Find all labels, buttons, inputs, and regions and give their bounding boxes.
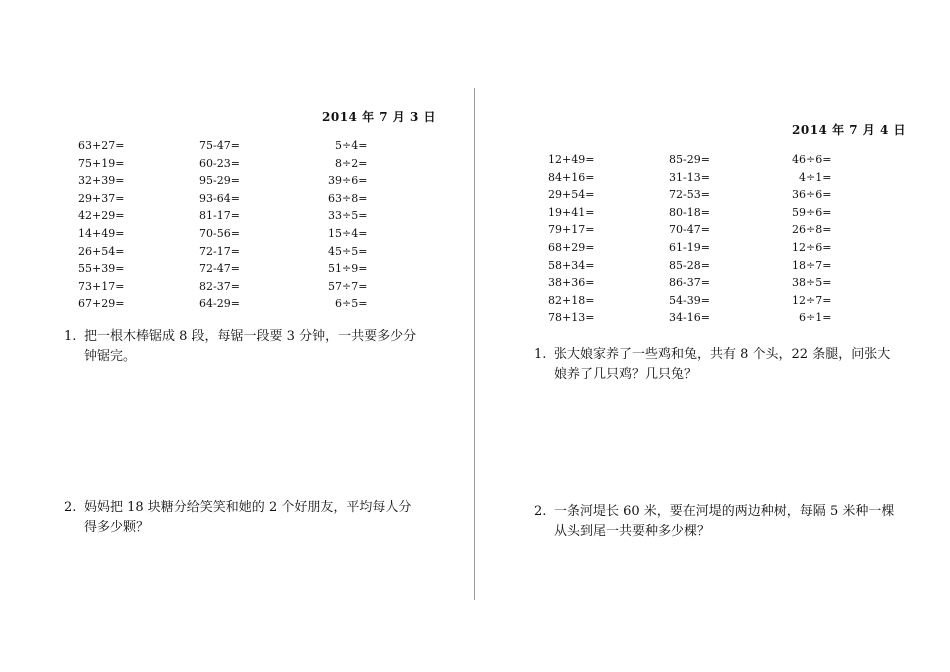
- left-date: 2014 年 7 月 3 日: [322, 110, 436, 124]
- exercise: 12÷6=: [792, 240, 832, 254]
- problem-line: 妈妈把 18 块糖分给笑笑和她的 2 个好朋友，平均每人分: [84, 500, 412, 515]
- exercise: 38+36=: [548, 276, 595, 290]
- exercise: 4÷1=: [799, 170, 832, 184]
- left-division-column: [328, 137, 367, 313]
- left-subtraction-column: [199, 137, 240, 313]
- right-addition-column: [548, 151, 594, 327]
- problem-line: 张大娘家养了一些鸡和兔，共有 8 个头，22 条腿，问张大: [554, 347, 891, 362]
- exercise: 29+54=: [548, 188, 595, 202]
- exercise: 5÷4=: [335, 139, 368, 152]
- exercise: 85-29=: [669, 153, 710, 166]
- exercise: 93-64=: [199, 191, 240, 205]
- exercise: 51÷9=: [328, 262, 368, 276]
- right-division-column: [792, 151, 831, 327]
- exercise: 95-29=: [199, 174, 240, 188]
- exercise: 81-17=: [199, 209, 240, 223]
- problem-text: [84, 327, 416, 367]
- exercise: 80-18=: [669, 205, 710, 219]
- exercise: 59÷6=: [792, 205, 832, 219]
- exercise: 12÷7=: [792, 293, 832, 307]
- exercise: 63+27=: [78, 139, 125, 152]
- problem-number: 2.: [534, 504, 547, 519]
- exercise: 42+29=: [78, 209, 125, 223]
- exercise: 64-29=: [199, 297, 240, 311]
- left-addition-column: [78, 137, 124, 313]
- exercise: 6÷5=: [335, 297, 368, 311]
- exercise: 29+37=: [78, 191, 125, 205]
- exercise: 82+18=: [548, 293, 595, 307]
- exercise: 54-39=: [669, 293, 710, 307]
- exercise: 8÷2=: [335, 156, 368, 170]
- exercise: 75+19=: [78, 156, 125, 170]
- left-problem-2: [64, 498, 434, 540]
- exercise: 85-28=: [669, 258, 710, 272]
- problem-line: 得多少颗？: [84, 520, 150, 535]
- exercise: 73+17=: [78, 279, 125, 293]
- problem-line: 钟锯完。: [84, 349, 137, 364]
- exercise: 32+39=: [78, 174, 125, 188]
- exercise: 86-37=: [669, 276, 710, 290]
- right-date: 2014 年 7 月 4 日: [792, 123, 906, 137]
- exercise: 14+49=: [78, 226, 125, 240]
- exercise: 36÷6=: [792, 188, 832, 202]
- exercise: 72-47=: [199, 262, 240, 276]
- exercise: 33÷5=: [328, 209, 368, 223]
- problem-line: 一条河堤长 60 米，要在河堤的两边种树，每隔 5 米种一棵: [554, 504, 895, 519]
- exercise: 55+39=: [78, 262, 125, 276]
- exercise: 31-13=: [669, 170, 710, 184]
- exercise: 82-37=: [199, 279, 240, 293]
- left-problem-1: [64, 327, 434, 369]
- problem-line: 从头到尾一共要种多少棵？: [554, 524, 711, 539]
- problem-number: 1.: [534, 347, 547, 362]
- exercise: 19+41=: [548, 205, 595, 219]
- problem-number: 1.: [64, 329, 77, 344]
- exercise: 34-16=: [669, 311, 710, 325]
- exercise: 18÷7=: [792, 258, 832, 272]
- page-divider: [474, 88, 475, 600]
- exercise: 72-17=: [199, 244, 240, 258]
- exercise: 46÷6=: [792, 153, 832, 166]
- exercise: 72-53=: [669, 188, 710, 202]
- exercise: 79+17=: [548, 223, 595, 237]
- right-problem-2: [534, 502, 904, 544]
- exercise: 68+29=: [548, 240, 595, 254]
- exercise: 39÷6=: [328, 174, 368, 188]
- exercise: 6÷1=: [799, 311, 832, 325]
- right-subtraction-column: [669, 151, 710, 327]
- problem-text: [554, 345, 890, 385]
- exercise: 78+13=: [548, 311, 595, 325]
- problem-line: 娘养了几只鸡？几只兔？: [554, 367, 698, 382]
- exercise: 67+29=: [78, 297, 125, 311]
- exercise: 26÷8=: [792, 223, 832, 237]
- problem-text: [554, 502, 894, 542]
- problem-line: 把一根木棒锯成 8 段，每锯一段要 3 分钟，一共要多少分: [84, 329, 417, 344]
- problem-number: 2.: [64, 500, 77, 515]
- exercise: 57÷7=: [328, 279, 368, 293]
- exercise: 75-47=: [199, 139, 240, 152]
- exercise: 61-19=: [669, 240, 710, 254]
- exercise: 70-47=: [669, 223, 710, 237]
- exercise: 63÷8=: [328, 191, 368, 205]
- exercise: 58+34=: [548, 258, 595, 272]
- exercise: 26+54=: [78, 244, 125, 258]
- exercise: 45÷5=: [328, 244, 368, 258]
- exercise: 38÷5=: [792, 276, 832, 290]
- exercise: 70-56=: [199, 226, 240, 240]
- exercise: 15÷4=: [328, 226, 368, 240]
- problem-text: [84, 498, 411, 538]
- exercise: 12+49=: [548, 153, 595, 166]
- exercise: 60-23=: [199, 156, 240, 170]
- exercise: 84+16=: [548, 170, 595, 184]
- right-problem-1: [534, 345, 904, 387]
